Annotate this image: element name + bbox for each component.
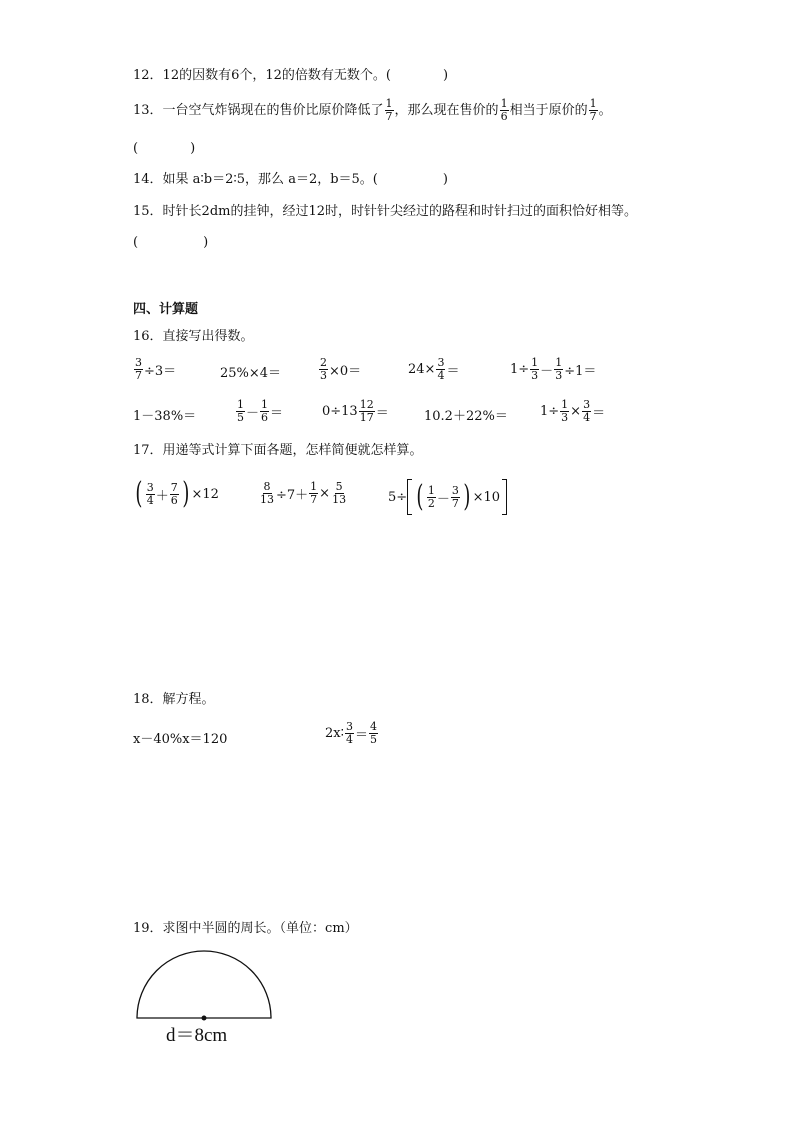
- equation-18-1: x－40%x＝120: [133, 732, 228, 747]
- expression-17-c: 5÷ ( $\frac{1}{2}$ － $\frac{3}{7}$ ) ×10: [388, 479, 507, 515]
- expression-16-2: 25%×4＝: [220, 366, 282, 381]
- question-17: 17．用递等式计算下面各题，怎样简便就怎样算。: [133, 443, 423, 458]
- expression-17-b: $\frac{8}{13}$ ÷7＋ $\frac{1}{7}$ × $\frac{5}{13}$: [260, 480, 347, 506]
- q13-mid2: 相当于原价的: [509, 102, 588, 118]
- fraction: $\frac{1}{6}$: [500, 97, 508, 123]
- expression-16-1: $\frac{3}{7}$ ÷3＝: [135, 356, 177, 382]
- question-18: 18．解方程。: [133, 692, 215, 707]
- fraction: $\frac{1}{7}$: [589, 97, 597, 123]
- q13-prefix: 13．一台空气炸锅现在的售价比原价降低了: [133, 102, 384, 118]
- equation-18-2: 2x∶ $\frac{3}{4}$ ＝ $\frac{4}{5}$: [325, 720, 378, 746]
- expression-16-3: $\frac{2}{3}$ ×0＝: [320, 356, 362, 382]
- question-15: 15．时针长2dm的挂钟，经过12时，时针针尖经过的路程和时针扫过的面积恰好相等。: [133, 204, 638, 219]
- expression-16-5: 1÷ $\frac{1}{3}$ － $\frac{1}{3}$ ÷1＝: [510, 356, 597, 382]
- diameter-label: d＝8cm: [166, 1025, 228, 1046]
- answer-blank-13[interactable]: ( ): [133, 141, 196, 156]
- expression-16-10: 1÷ $\frac{1}{3}$ × $\frac{3}{4}$ ＝: [540, 398, 606, 424]
- expression-16-4: 24× $\frac{3}{4}$ ＝: [408, 356, 460, 382]
- expression-16-9: 10.2＋22%＝: [424, 409, 508, 424]
- q13-end: 。: [598, 102, 612, 118]
- question-12: 12．12的因数有6个，12的倍数有无数个。( ): [133, 68, 449, 83]
- semicircle-figure: [132, 948, 282, 1056]
- question-13: [133, 98, 612, 123]
- semicircle-arc: [137, 951, 271, 1018]
- fraction: $\frac{1}{7}$: [385, 97, 393, 123]
- q13-mid: ，那么现在售价的: [394, 102, 499, 118]
- section-title: 四、计算题: [133, 302, 199, 317]
- question-19: 19．求图中半圆的周长。（单位：cm）: [133, 921, 358, 936]
- expression-17-a: ( $\frac{3}{4}$ ＋ $\frac{7}{6}$ ) ×12: [135, 476, 219, 511]
- expression-16-6: 1－38%＝: [133, 409, 197, 424]
- question-16: 16．直接写出得数。: [133, 329, 254, 344]
- expression-16-7: $\frac{1}{5}$ － $\frac{1}{6}$ ＝: [237, 398, 284, 424]
- expression-16-8: 0÷13 $\frac{12}{17}$ ＝: [322, 398, 389, 424]
- answer-blank-15[interactable]: ( ): [133, 235, 209, 250]
- question-14: 14．如果 a∶b＝2∶5，那么 a＝2，b＝5。( ): [133, 172, 448, 187]
